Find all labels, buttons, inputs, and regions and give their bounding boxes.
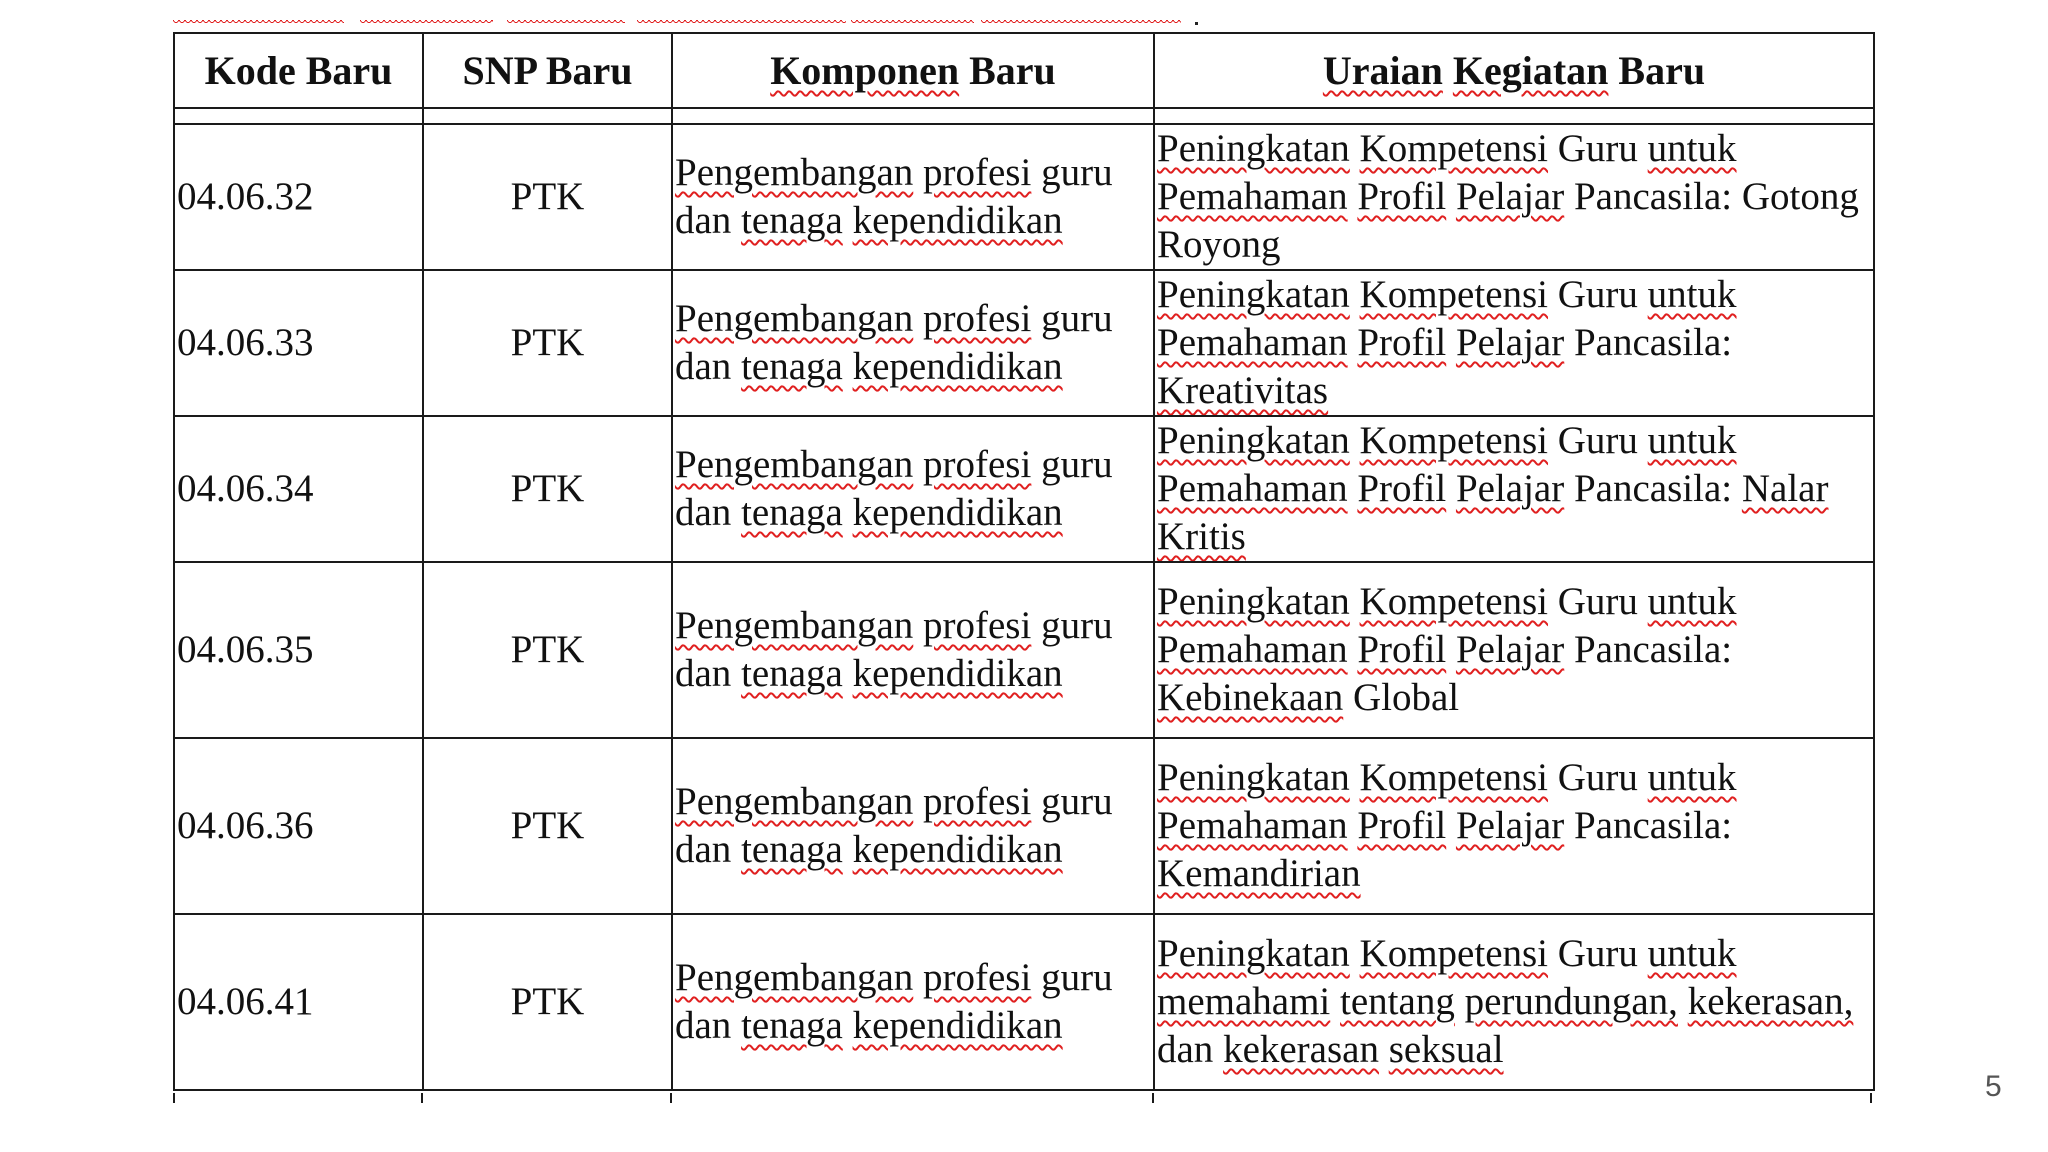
cell-word: guru — [1041, 780, 1113, 823]
cell-kode[interactable]: 04.06.41 — [174, 914, 423, 1090]
cell-kode[interactable]: 04.06.32 — [174, 124, 423, 270]
cell-word: Peningkatan — [1157, 127, 1350, 170]
cell-word: dan — [1157, 1028, 1214, 1071]
cell-uraian[interactable] — [1154, 738, 1874, 914]
cell-word: Royong — [1157, 223, 1281, 266]
cell-word: Pelajar — [1455, 175, 1565, 218]
cell-word: Pemahaman — [1157, 175, 1348, 218]
cell-word: Pelajar — [1455, 628, 1565, 671]
cell-word: Guru — [1557, 756, 1638, 799]
cell-word: profesi — [923, 151, 1032, 194]
cell-uraian[interactable] — [1154, 914, 1874, 1090]
cell-snp[interactable]: PTK — [423, 270, 672, 416]
cell-uraian[interactable] — [1154, 416, 1874, 562]
cell-snp[interactable]: PTK — [423, 416, 672, 562]
cell-komponen[interactable] — [672, 270, 1154, 416]
cell-word: Pengembangan — [675, 297, 914, 340]
header-komponen-text: Komponen Baru — [770, 48, 1056, 93]
cell-kode[interactable]: 04.06.35 — [174, 562, 423, 738]
cell-word: dan — [675, 652, 732, 695]
cell-uraian[interactable] — [1154, 124, 1874, 270]
cell-word: Kompetensi — [1359, 127, 1549, 170]
page-number: 5 — [1985, 1070, 2002, 1103]
cell-word: Pemahaman — [1157, 628, 1348, 671]
cell-word: seksual — [1388, 1028, 1504, 1071]
cell-snp[interactable]: PTK — [423, 124, 672, 270]
cell-word: memahami — [1157, 980, 1331, 1023]
cell-word: untuk — [1647, 127, 1737, 170]
cell-word: dan — [675, 345, 732, 388]
cell-word: guru — [1041, 604, 1113, 647]
cell-word: Kompetensi — [1359, 419, 1549, 462]
header-spacer-row — [174, 108, 1874, 124]
cell-word: profesi — [923, 956, 1032, 999]
cell-snp[interactable]: PTK — [423, 914, 672, 1090]
cell-word: kependidikan — [852, 652, 1063, 695]
cell-word: Kompetensi — [1359, 932, 1549, 975]
cell-word: Pelajar — [1455, 804, 1565, 847]
header-snp-baru: SNP Baru — [423, 33, 672, 108]
cell-word: Kritis — [1157, 515, 1246, 558]
cell-snp[interactable]: PTK — [423, 562, 672, 738]
cell-kode[interactable]: 04.06.34 — [174, 416, 423, 562]
cell-word: Gotong — [1741, 175, 1859, 218]
cell-komponen[interactable] — [672, 738, 1154, 914]
cell-word: Pengembangan — [675, 956, 914, 999]
table-row — [174, 738, 1874, 914]
table-row — [174, 124, 1874, 270]
cell-word: Pengembangan — [675, 604, 914, 647]
cell-word: tentang — [1340, 980, 1455, 1023]
cell-word: dan — [675, 491, 732, 534]
cell-word: Pancasila: — [1573, 175, 1733, 218]
cell-word: Guru — [1557, 273, 1638, 316]
cell-word: Peningkatan — [1157, 419, 1350, 462]
cell-word: Pemahaman — [1157, 467, 1348, 510]
cell-word: Peningkatan — [1157, 756, 1350, 799]
cell-word: Pancasila: — [1573, 321, 1733, 364]
cell-word: profesi — [923, 443, 1032, 486]
cell-word: Peningkatan — [1157, 932, 1350, 975]
cell-word: untuk — [1647, 756, 1737, 799]
cell-word: kependidikan — [852, 345, 1063, 388]
cell-word: kependidikan — [852, 1004, 1063, 1047]
cell-kode[interactable]: 04.06.36 — [174, 738, 423, 914]
cell-komponen[interactable] — [672, 124, 1154, 270]
header-kode-baru: Kode Baru — [174, 33, 423, 108]
cell-word: guru — [1041, 297, 1113, 340]
cell-word: untuk — [1647, 580, 1737, 623]
cell-word: Profil — [1357, 321, 1447, 364]
cell-word: Guru — [1557, 932, 1638, 975]
cell-word: tenaga — [741, 199, 843, 242]
table-row — [174, 270, 1874, 416]
cell-word: Pancasila: — [1573, 804, 1733, 847]
cell-word: guru — [1041, 443, 1113, 486]
cell-word: Profil — [1357, 175, 1447, 218]
cell-word: Kompetensi — [1359, 580, 1549, 623]
header-uraian-kegiatan-baru — [1154, 33, 1874, 108]
cell-word: Pelajar — [1455, 321, 1565, 364]
cell-word: profesi — [923, 604, 1032, 647]
cell-word: perundungan, — [1464, 980, 1678, 1023]
cell-word: dan — [675, 1004, 732, 1047]
cell-snp[interactable]: PTK — [423, 738, 672, 914]
table-row — [174, 914, 1874, 1090]
cell-word: Guru — [1557, 419, 1638, 462]
cell-word: untuk — [1647, 419, 1737, 462]
cell-word: Peningkatan — [1157, 580, 1350, 623]
cell-word: tenaga — [741, 491, 843, 534]
cell-word: Profil — [1357, 467, 1447, 510]
cell-word: dan — [675, 199, 732, 242]
cell-word: guru — [1041, 956, 1113, 999]
cell-uraian[interactable] — [1154, 562, 1874, 738]
cell-word: Kompetensi — [1359, 273, 1549, 316]
cell-komponen[interactable] — [672, 562, 1154, 738]
cell-word: Pelajar — [1455, 467, 1565, 510]
cell-kode[interactable]: 04.06.33 — [174, 270, 423, 416]
cell-word: kependidikan — [852, 199, 1063, 242]
cell-word: Pemahaman — [1157, 804, 1348, 847]
cell-word: tenaga — [741, 652, 843, 695]
table-continuation — [173, 1093, 1873, 1103]
cell-word: kekerasan — [1223, 1028, 1379, 1071]
cell-word: dan — [675, 828, 732, 871]
cell-word: Kreativitas — [1157, 369, 1329, 412]
cell-word: Kebinekaan — [1157, 676, 1344, 719]
cell-word: Profil — [1357, 804, 1447, 847]
cell-word: Pemahaman — [1157, 321, 1348, 364]
cell-word: kependidikan — [852, 491, 1063, 534]
cell-word: kekerasan, — [1687, 980, 1854, 1023]
cell-word: tenaga — [741, 345, 843, 388]
cell-word: profesi — [923, 780, 1032, 823]
cell-word: Pancasila: — [1573, 628, 1733, 671]
table-header-row — [174, 33, 1874, 108]
cell-word: Pengembangan — [675, 443, 914, 486]
cell-word: Pancasila: — [1573, 467, 1733, 510]
table-row — [174, 562, 1874, 738]
cell-word: Pengembangan — [675, 151, 914, 194]
cell-word: untuk — [1647, 932, 1737, 975]
cell-word: Pengembangan — [675, 780, 914, 823]
cell-komponen[interactable] — [672, 416, 1154, 562]
cell-word: Kompetensi — [1359, 756, 1549, 799]
cell-word: kependidikan — [852, 828, 1063, 871]
cell-word: Peningkatan — [1157, 273, 1350, 316]
cell-word: tenaga — [741, 828, 843, 871]
text-cursor-mark — [1195, 22, 1198, 25]
cell-word: Global — [1353, 676, 1460, 719]
cell-word: Profil — [1357, 628, 1447, 671]
cell-word: untuk — [1647, 273, 1737, 316]
cell-word: Kemandirian — [1157, 852, 1361, 895]
table-row — [174, 416, 1874, 562]
header-komponen-baru — [672, 33, 1154, 108]
cell-uraian[interactable] — [1154, 270, 1874, 416]
cell-word: guru — [1041, 151, 1113, 194]
cell-word: tenaga — [741, 1004, 843, 1047]
cell-komponen[interactable] — [672, 914, 1154, 1090]
header-uraian-text: Uraian Kegiatan Baru — [1322, 48, 1706, 93]
cell-word: Guru — [1557, 127, 1638, 170]
cell-word: Guru — [1557, 580, 1638, 623]
cell-word: profesi — [923, 297, 1032, 340]
cell-word: Nalar — [1741, 467, 1829, 510]
activity-code-table — [173, 32, 1875, 1091]
